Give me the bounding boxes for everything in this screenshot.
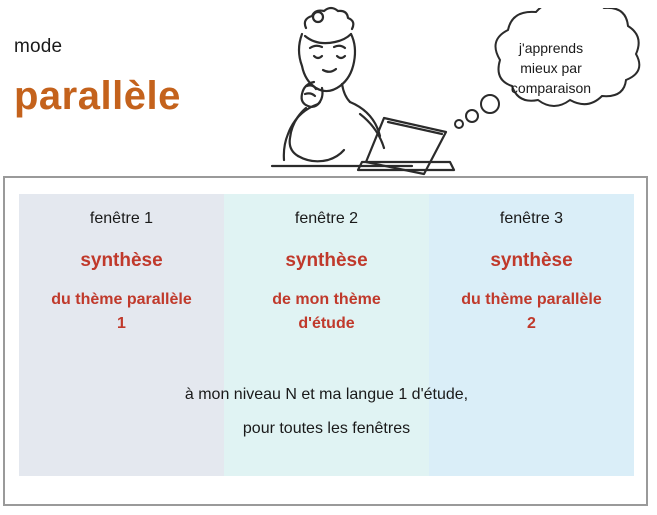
thought-bubble-line-3: comparaison <box>510 80 592 96</box>
thought-bubble-line-1: j'apprends <box>518 40 584 56</box>
window-column-1[interactable] <box>19 194 224 476</box>
thought-bubble-line-2: mieux par <box>520 60 582 76</box>
page-title: parallèle <box>14 74 181 118</box>
window-3-description-line-1: du thème parallèle <box>461 291 602 308</box>
window-1-description-line-1: du thème parallèle <box>51 291 192 308</box>
window-2-description <box>224 288 429 336</box>
window-2-title: fenêtre 2 <box>294 210 359 227</box>
window-1-description <box>19 288 224 336</box>
footer-line-2: pour toutes les fenêtres <box>242 420 411 437</box>
window-2-synthesis-label: synthèse <box>285 250 368 271</box>
mode-label: mode <box>14 36 63 57</box>
thought-bubble-text <box>452 38 650 98</box>
window-column-1-content <box>19 194 224 336</box>
window-1-synthesis-label: synthèse <box>80 250 163 271</box>
window-column-3-content <box>429 194 634 336</box>
window-3-description <box>429 288 634 336</box>
person-with-laptop-thinking-icon <box>210 4 460 176</box>
window-3-synthesis-label: synthèse <box>490 250 573 271</box>
window-column-2-content <box>224 194 429 336</box>
window-column-2[interactable] <box>224 194 429 476</box>
window-3-description-line-2: 2 <box>527 315 536 332</box>
windows-columns <box>19 194 634 476</box>
window-3-title: fenêtre 3 <box>499 210 564 227</box>
window-2-description-line-1: de mon thème <box>272 291 381 308</box>
window-1-title: fenêtre 1 <box>89 210 154 227</box>
footer-line-1: à mon niveau N et ma langue 1 d'étude, <box>184 386 469 403</box>
thought-bubble-icon <box>452 8 650 126</box>
window-column-3[interactable] <box>429 194 634 476</box>
window-1-description-line-2: 1 <box>117 315 126 332</box>
parallel-mode-panel <box>3 176 648 506</box>
window-2-description-line-2: d'étude <box>298 315 355 332</box>
